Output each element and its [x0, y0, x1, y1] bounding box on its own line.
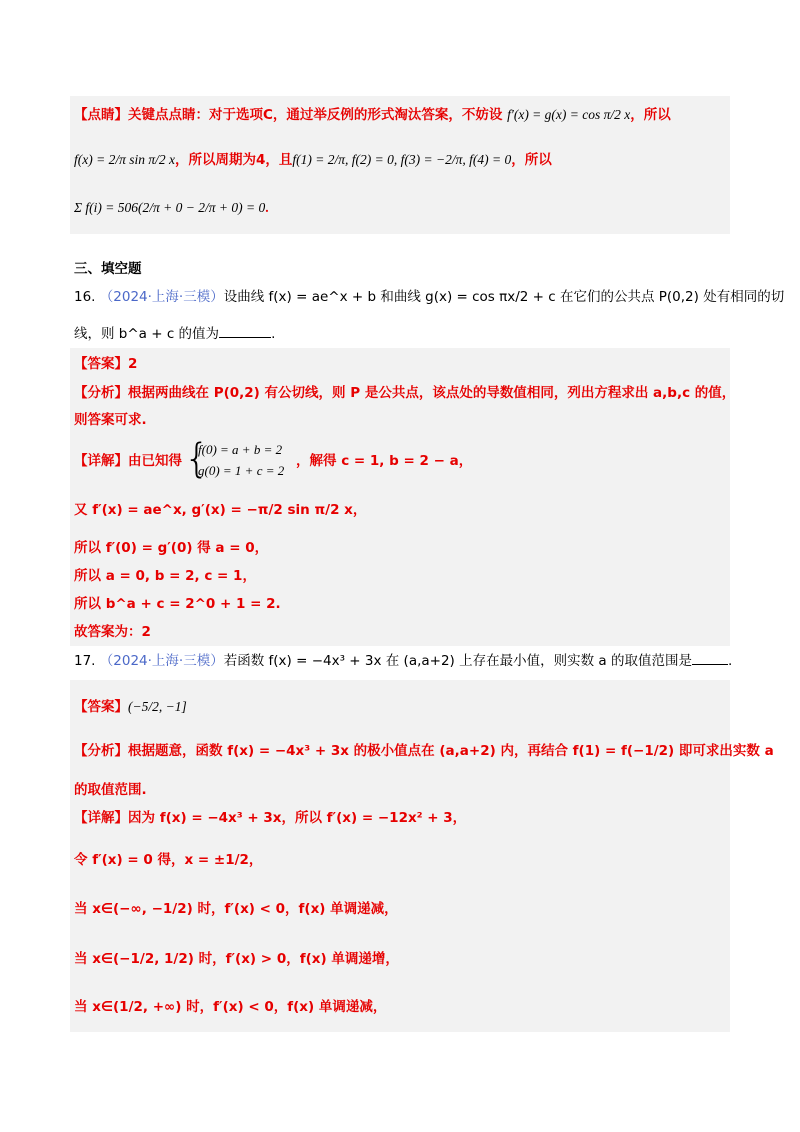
q16-system-eq-1: f(0) = a + b = 2 [198, 442, 283, 457]
q17-detail-text-1: 因为 f(x) = −4x³ + 3x，所以 f′(x) = −12x² + 3， [128, 810, 467, 826]
hint-math-3: f(1) = 2/π, f(2) = 0, f(3) = −2/π, f(4) = 0 [292, 152, 512, 167]
hint-label: 【点睛】 [74, 107, 128, 123]
hint-line-1 [74, 105, 671, 125]
q17-analysis-2: 的取值范围. [74, 782, 147, 798]
hint-line-3 [74, 198, 269, 218]
q17-analysis-text-1: 根据题意，函数 f(x) = −4x³ + 3x 的极小值点在 (a,a+2) 内，再结合 f(1) = f(−1/2) 即可求出实数 a [128, 743, 774, 759]
q17-detail-1 [74, 808, 466, 828]
q17-detail-4: 当 x∈(−1/2, 1/2) 时，f′(x) > 0，f(x) 单调递增， [74, 951, 399, 967]
q16-source: （2024·上海·三模） [99, 289, 224, 305]
q16-detail-4: 所以 a = 0, b = 2, c = 1， [74, 568, 256, 584]
q16-answer [74, 354, 137, 374]
hint-tail-1: ，所以 [630, 107, 671, 123]
q17-detail-2: 令 f′(x) = 0 得，x = ±1/2， [74, 852, 263, 868]
q16-stem-2-tail: . [271, 326, 276, 342]
q17-stem [74, 651, 732, 671]
hint-tail-2: ，所以 [511, 152, 552, 168]
q16-detail-tail: ，解得 c = 1, b = 2 − a， [296, 453, 473, 469]
q16-analysis-text-1: 根据两曲线在 P(0,2) 有公切线，则 P 是公共点，该点处的导数值相同，列出方程求出 a,b,c 的值， [128, 385, 736, 401]
q17-detail-5: 当 x∈(1/2, +∞) 时，f′(x) < 0，f(x) 单调递减， [74, 999, 387, 1015]
q17-analysis-label: 【分析】 [74, 743, 128, 759]
hint-text: 关键点点睛：对于选项C，通过举反例的形式淘汰答案，不妨设 [128, 107, 503, 123]
q16-analysis-label: 【分析】 [74, 385, 128, 401]
q17-answer [74, 697, 187, 717]
q16-detail-text: 由已知得 [128, 453, 182, 469]
q16-answer-value: 2 [128, 356, 138, 372]
q16-stem-2: 线，则 b^a + c 的值为 [74, 326, 220, 342]
q16-stem-line-1 [74, 287, 784, 307]
q17-detail-3: 当 x∈(−∞, −1/2) 时，f′(x) < 0，f(x) 单调递减， [74, 901, 398, 917]
q17-answer-label: 【答案】 [74, 699, 128, 715]
q16-stem-line-2 [74, 324, 275, 344]
q17-stem-text: 若函数 f(x) = −4x³ + 3x 在 (a,a+2) 上存在最小值，则实数 a 的取值范围是 [223, 653, 692, 669]
q16-system-brace: { [184, 436, 210, 482]
hint-text-2: ，所以周期为4，且 [175, 152, 293, 168]
q16-blank [219, 325, 271, 338]
q16-number: 16. [74, 289, 96, 305]
q17-detail-label: 【详解】 [74, 810, 128, 826]
hint-math-1: f′(x) = g(x) = cos π/2 x [507, 107, 631, 122]
q17-analysis-1 [74, 741, 774, 761]
q17-answer-value: (−5/2, −1] [128, 699, 187, 714]
section-heading: 三、填空题 [74, 261, 142, 277]
q16-detail-5: 所以 b^a + c = 2^0 + 1 = 2. [74, 596, 281, 612]
q16-answer-label: 【答案】 [74, 356, 128, 372]
hint-math-2: f(x) = 2/π sin π/2 x [74, 152, 175, 167]
hint-math-4: Σ f(i) = 506(2/π + 0 − 2/π + 0) = 0 [74, 200, 266, 215]
q16-detail-2: 又 f′(x) = ae^x, g′(x) = −π/2 sin π/2 x， [74, 502, 367, 518]
q17-blank [692, 652, 728, 665]
q16-detail-label: 【详解】 [74, 453, 128, 469]
q16-analysis-1 [74, 383, 735, 403]
hint-line-2 [74, 150, 552, 170]
q17-source: （2024·上海·三模） [99, 653, 224, 669]
q16-stem-1: 设曲线 f(x) = ae^x + b 和曲线 g(x) = cos πx/2 + c 在它们的公共点 P(0,2) 处有相同的切 [223, 289, 785, 305]
hint-tail-3: . [265, 200, 269, 215]
q16-system-eq-2: g(0) = 1 + c = 2 [198, 463, 285, 478]
q16-detail-1 [74, 451, 182, 471]
q16-detail-6: 故答案为：2 [74, 624, 151, 640]
q17-number: 17. [74, 653, 96, 669]
q16-analysis-2: 则答案可求. [74, 412, 147, 428]
q16-detail-3: 所以 f′(0) = g′(0) 得 a = 0， [74, 540, 269, 556]
q17-stem-tail: . [727, 653, 733, 669]
